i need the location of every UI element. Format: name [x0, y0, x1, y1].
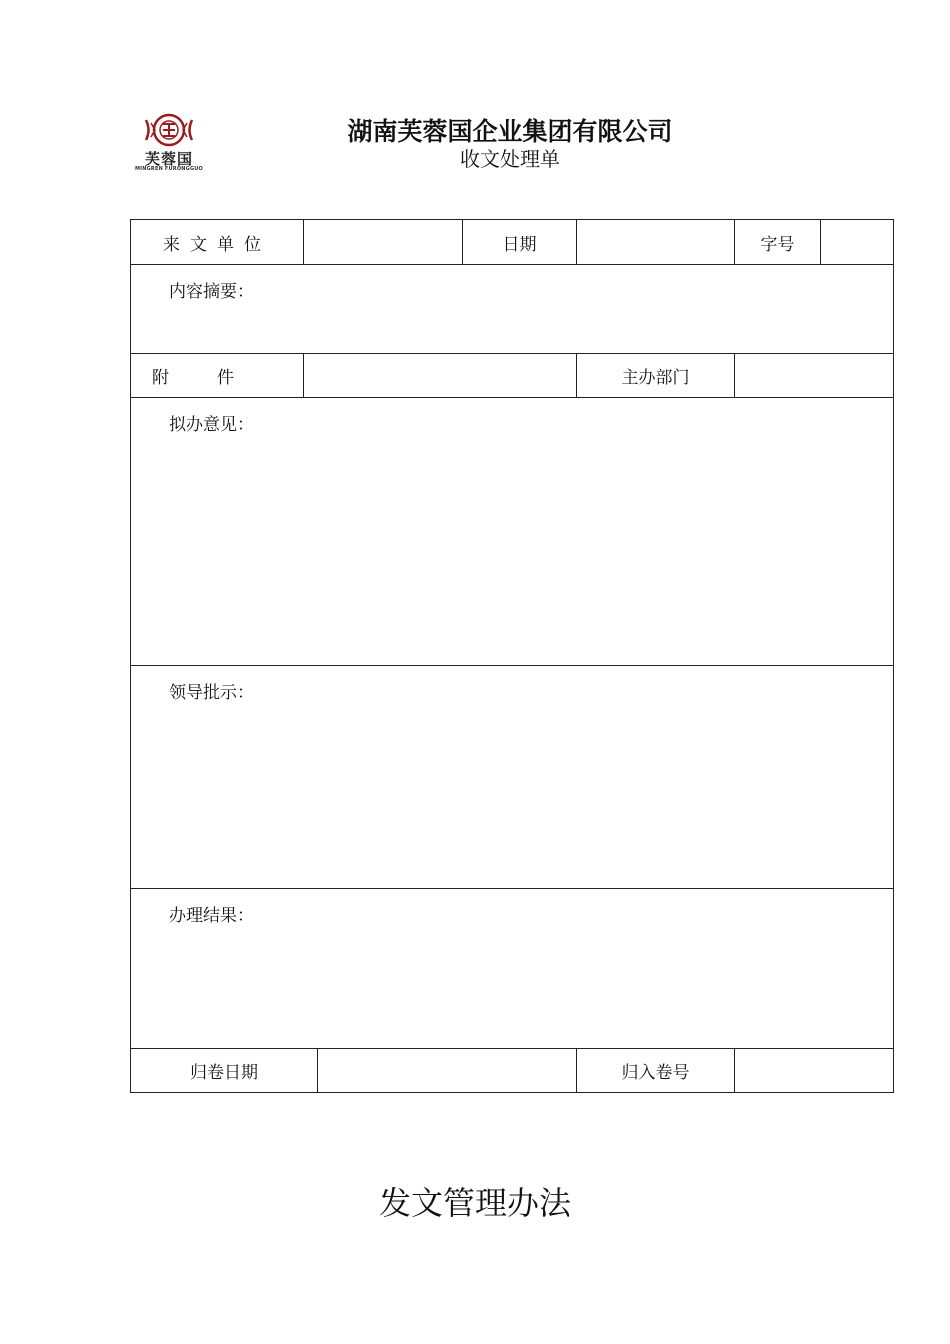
responsible-dept-label: 主办部门	[577, 354, 735, 398]
reference-number-label: 字号	[735, 220, 821, 265]
leader-instructions-cell[interactable]	[131, 666, 894, 889]
document-processing-form	[130, 219, 894, 1093]
reference-number-field[interactable]	[821, 220, 894, 265]
form-row-attachment	[131, 354, 894, 398]
logo-subtitle: MINGREN FURONGGUO	[135, 166, 203, 172]
company-logo	[128, 112, 210, 176]
logo-name: 芙蓉国	[144, 150, 193, 168]
content-summary-cell[interactable]	[131, 265, 894, 354]
form-row-source	[131, 220, 894, 265]
attachment-label: 附件	[131, 354, 304, 398]
next-section-title: 发文管理办法	[378, 1184, 571, 1222]
form-row-summary	[131, 265, 894, 354]
source-unit-field[interactable]	[304, 220, 463, 265]
form-row-archive	[131, 1049, 894, 1093]
company-name: 湖南芙蓉国企业集团有限公司	[347, 117, 673, 146]
handling-result-cell[interactable]	[131, 889, 894, 1049]
content-summary-label: 内容摘要：	[169, 282, 254, 302]
proposed-handling-label: 拟办意见：	[169, 415, 254, 435]
logo-emblem-icon	[142, 112, 196, 148]
document-title: 收文处理单	[460, 147, 560, 171]
handling-result-label: 办理结果：	[169, 906, 254, 926]
archive-date-label: 归卷日期	[131, 1049, 318, 1093]
form-row-leader	[131, 666, 894, 889]
leader-instructions-label: 领导批示：	[169, 683, 254, 703]
source-unit-label: 来文单位	[131, 220, 304, 265]
responsible-dept-field[interactable]	[735, 354, 894, 398]
form-row-proposal	[131, 398, 894, 666]
date-label: 日期	[463, 220, 577, 265]
attachment-field[interactable]	[304, 354, 577, 398]
proposed-handling-cell[interactable]	[131, 398, 894, 666]
date-field[interactable]	[577, 220, 735, 265]
form-row-result	[131, 889, 894, 1049]
volume-number-label: 归入卷号	[577, 1049, 735, 1093]
volume-number-field[interactable]	[735, 1049, 894, 1093]
archive-date-field[interactable]	[318, 1049, 577, 1093]
